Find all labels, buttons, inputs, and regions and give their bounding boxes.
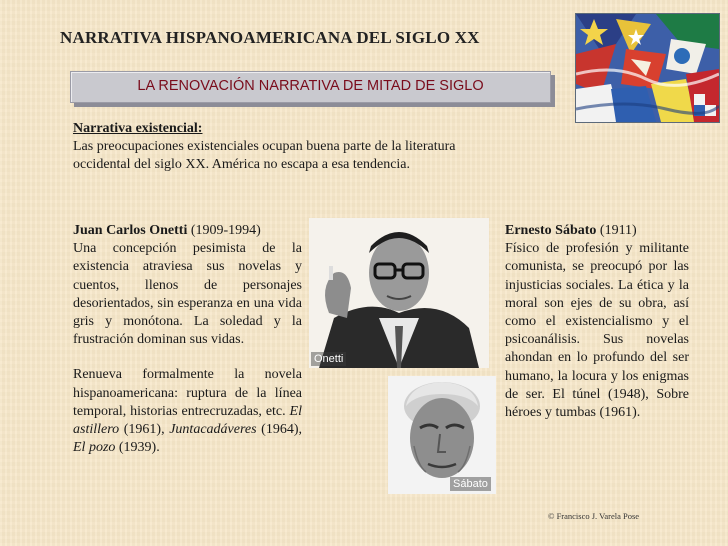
sabato-text: Físico de profesión y militante comunista, se preocupó por las injusticias sociales. La ética y la moral son ejes de su obra, así como el existencialismo y el psicoanálisis. Sus novelas ahondan en lo profundo del ser humano, la locura y los enigmas de ser. El túnel (1948), Sobre héroes y tumbas (1961).	[505, 241, 689, 421]
sabato-photo	[388, 376, 496, 494]
existencial-heading: Narrativa existencial:	[73, 121, 203, 136]
existencial-text: Las preocupaciones existenciales ocupan buena parte de la literatura occidental del siglo XX. América no escapa a esa tendencia.	[73, 139, 456, 173]
onetti-work-3: El pozo	[73, 440, 116, 456]
onetti-work-1: El astillero	[73, 403, 302, 438]
page-title: NARRATIVA HISPANOAMERICANA DEL SIGLO XX	[60, 28, 480, 47]
onetti-paragraph-2-intro: Renueva formalmente la novela hispanoamericana: ruptura de la línea temporal, historias entrecruzadas, etc.	[73, 367, 302, 419]
sabato-section	[505, 222, 689, 422]
sabato-photo-caption: Sábato	[450, 477, 491, 491]
sabato-name: Ernesto Sábato	[505, 223, 597, 238]
sabato-heading	[505, 222, 689, 240]
existencial-section	[73, 120, 505, 175]
copyright-text: © Francisco J. Varela Pose	[548, 511, 640, 521]
onetti-heading	[73, 222, 302, 240]
flags-collage-image	[575, 13, 720, 123]
sabato-dates: (1911)	[596, 223, 637, 238]
onetti-work-2: Juntacadáveres	[169, 422, 257, 438]
subtitle-banner	[70, 71, 551, 103]
onetti-name: Juan Carlos Onetti	[73, 223, 188, 238]
onetti-dates: (1909-1994)	[187, 223, 261, 238]
onetti-work-2-year: (1964),	[256, 422, 303, 438]
onetti-photo-caption: Onetti	[311, 352, 346, 366]
subtitle-text: LA RENOVACIÓN NARRATIVA DE MITAD DE SIGLO	[137, 78, 484, 94]
onetti-paragraph-1: Una concepción pesimista de la existencia atraviesa sus novelas y cuentos, llenos de personajes desorientados, sin esperanza en una vida gris y monótona. La soledad y la frustración dominan sus vidas.	[73, 241, 302, 348]
onetti-work-1-year: (1961),	[119, 422, 170, 438]
onetti-portrait-icon	[309, 218, 489, 368]
onetti-section	[73, 222, 302, 457]
onetti-photo	[309, 218, 489, 368]
onetti-paragraph-2	[73, 366, 302, 457]
onetti-work-3-year: (1939).	[115, 440, 160, 456]
flags-collage-icon	[576, 14, 719, 122]
